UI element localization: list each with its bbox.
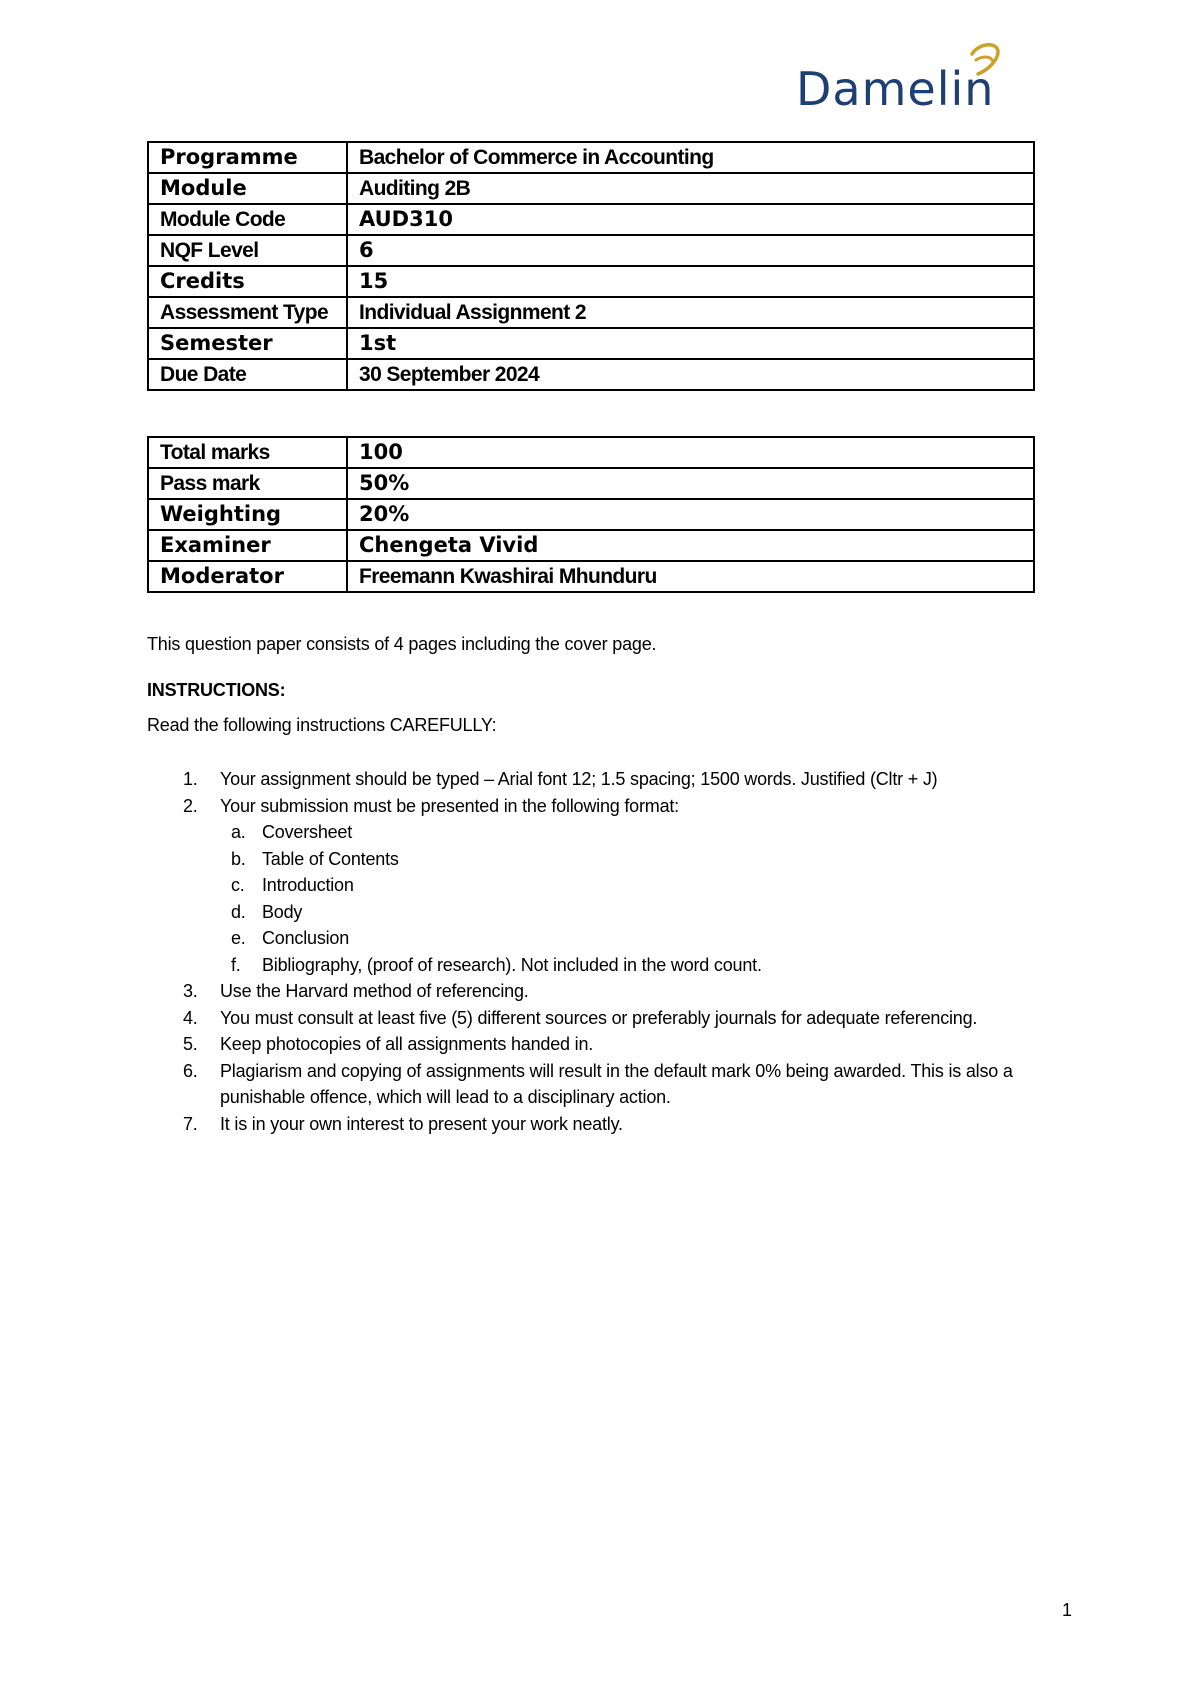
table-row	[148, 235, 1034, 266]
instructions-list	[147, 766, 1067, 1137]
table-row	[148, 266, 1034, 297]
marks-info-table	[147, 436, 1035, 593]
list-text: Body	[262, 901, 303, 922]
list-number: 7.	[183, 1113, 198, 1134]
list-text: Coversheet	[262, 822, 353, 842]
format-list-item	[147, 872, 1067, 899]
list-letter: a.	[231, 822, 246, 842]
list-text: Bibliography, (proof of research). Not included in the word count.	[262, 954, 762, 975]
row-value: Auditing 2B	[347, 173, 1034, 204]
page-count-note: This question paper consists of 4 pages including the cover page.	[147, 634, 657, 654]
row-label: Module	[148, 173, 347, 204]
table-row	[148, 561, 1034, 592]
row-label: Examiner	[148, 530, 347, 561]
row-value: 1st	[347, 328, 1034, 359]
row-value: AUD310	[347, 204, 1034, 235]
table-row	[148, 359, 1034, 390]
row-label: Assessment Type	[148, 297, 347, 328]
format-list-item	[147, 819, 1067, 846]
row-value: Individual Assignment 2	[347, 297, 1034, 328]
module-info-table	[147, 141, 1035, 391]
list-number: 4.	[183, 1007, 198, 1028]
logo-text: Damelin	[796, 62, 995, 116]
list-text: Plagiarism and copying of assignments will result in the default mark 0% being awarded. This is also a punishable offence, which will lead to a disciplinary action.	[220, 1060, 1013, 1107]
row-label: Weighting	[148, 499, 347, 530]
row-label: Module Code	[148, 204, 347, 235]
page-number: 1	[1061, 1600, 1072, 1620]
list-item	[147, 1111, 1067, 1138]
row-value: Freemann Kwashirai Mhunduru	[347, 561, 1034, 592]
list-item	[147, 978, 1067, 1005]
table-row	[148, 499, 1034, 530]
table-row	[148, 437, 1034, 468]
table-row	[148, 173, 1034, 204]
list-letter: e.	[231, 928, 246, 948]
list-text: Conclusion	[262, 928, 350, 948]
list-text: Use the Harvard method of referencing.	[220, 981, 529, 1001]
damelin-logo	[796, 40, 1036, 120]
list-number: 2.	[183, 795, 198, 816]
row-value: 6	[347, 235, 1034, 266]
row-label: Moderator	[148, 561, 347, 592]
list-number: 3.	[183, 981, 198, 1001]
row-value: 20%	[347, 499, 1034, 530]
row-value: 50%	[347, 468, 1034, 499]
list-item	[147, 766, 1067, 793]
format-list-item	[147, 952, 1067, 979]
list-text: Table of Contents	[262, 848, 399, 869]
list-text: It is in your own interest to present your work neatly.	[220, 1113, 623, 1134]
row-value: 30 September 2024	[347, 359, 1034, 390]
table-row	[148, 328, 1034, 359]
list-letter: d.	[231, 901, 246, 922]
list-letter: c.	[231, 875, 245, 895]
list-item	[147, 793, 1067, 820]
row-value: Bachelor of Commerce in Accounting	[347, 142, 1034, 173]
row-label: Credits	[148, 266, 347, 297]
row-value: Chengeta Vivid	[347, 530, 1034, 561]
list-letter: b.	[231, 848, 246, 869]
list-item	[147, 1005, 1067, 1032]
table-row	[148, 204, 1034, 235]
list-item	[147, 1058, 1067, 1111]
list-text: You must consult at least five (5) different sources or preferably journals for adequate referencing.	[220, 1007, 978, 1028]
row-label: Due Date	[148, 359, 347, 390]
row-value: 15	[347, 266, 1034, 297]
list-item	[147, 1031, 1067, 1058]
row-label: NQF Level	[148, 235, 347, 266]
list-number: 1.	[183, 769, 198, 789]
row-label: Programme	[148, 142, 347, 173]
row-label: Pass mark	[148, 468, 347, 499]
list-text: Keep photocopies of all assignments handed in.	[220, 1034, 594, 1054]
row-value: 100	[347, 437, 1034, 468]
list-text: Introduction	[262, 875, 354, 895]
instructions-heading: INSTRUCTIONS:	[147, 680, 286, 700]
format-list-item	[147, 925, 1067, 952]
format-list-item	[147, 846, 1067, 873]
table-row	[148, 142, 1034, 173]
list-letter: f.	[231, 954, 241, 975]
list-text: Your submission must be presented in the following format:	[220, 795, 679, 816]
table-row	[148, 297, 1034, 328]
format-list-item	[147, 899, 1067, 926]
row-label: Total marks	[148, 437, 347, 468]
list-text: Your assignment should be typed – Arial font 12; 1.5 spacing; 1500 words. Justified (Cltr + J)	[220, 769, 938, 789]
list-number: 5.	[183, 1034, 198, 1054]
list-number: 6.	[183, 1060, 198, 1081]
instructions-lead: Read the following instructions CAREFULLY:	[147, 715, 497, 735]
row-label: Semester	[148, 328, 347, 359]
table-row	[148, 530, 1034, 561]
table-row	[148, 468, 1034, 499]
